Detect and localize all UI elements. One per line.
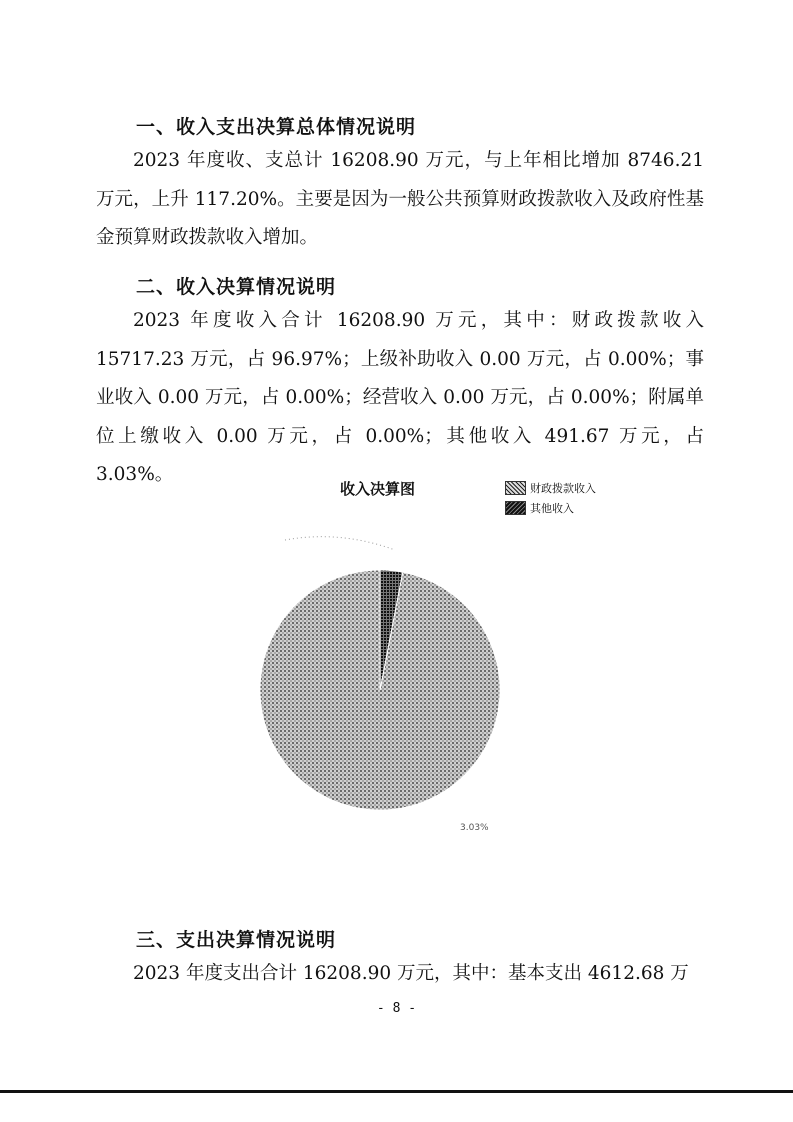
chart-title: 收入决算图 <box>340 480 416 498</box>
page-number: - 8 - <box>376 1001 417 1016</box>
pie-slice-label-other: 3.03% <box>460 823 489 833</box>
section-3-paragraph: 2023 年度支出合计 16208.90 万元，其中：基本支出 4612.68 万 <box>133 963 689 984</box>
bottom-rule <box>0 1090 793 1093</box>
section-1-paragraph: 2023 年度收、支总计 16208.90 万元，与上年相比增加 8746.21 万元，上升 117.20%。主要是因为一般公共预算财政拨款收入及政府性基金预算财政拨款收入增加。 <box>96 150 704 248</box>
section-3-heading: 三、支出决算情况说明 <box>136 929 337 951</box>
legend-label-other: 其他收入 <box>530 502 574 515</box>
pie-slices <box>260 570 500 810</box>
pie-leader-line <box>285 537 395 550</box>
legend-label-fiscal: 财政拨款收入 <box>530 482 596 495</box>
section-1-heading: 一、收入支出决算总体情况说明 <box>136 116 417 138</box>
section-2-heading: 二、收入决算情况说明 <box>136 276 337 298</box>
section-2-paragraph: 2023 年度收入合计 16208.90 万元，其中：财政拨款收入 15717.23 万元，占 96.97%；上级补助收入 0.00 万元，占 0.00%；事业收入 0.00 万元，占 0.00%；经营收入 0.00 万元，占 0.00%；附属单位上缴收入 0.00 万元，占 0.00%；其他收入 491.67 万元，占 3.03%。 <box>96 310 704 485</box>
income-pie-chart <box>240 470 620 850</box>
